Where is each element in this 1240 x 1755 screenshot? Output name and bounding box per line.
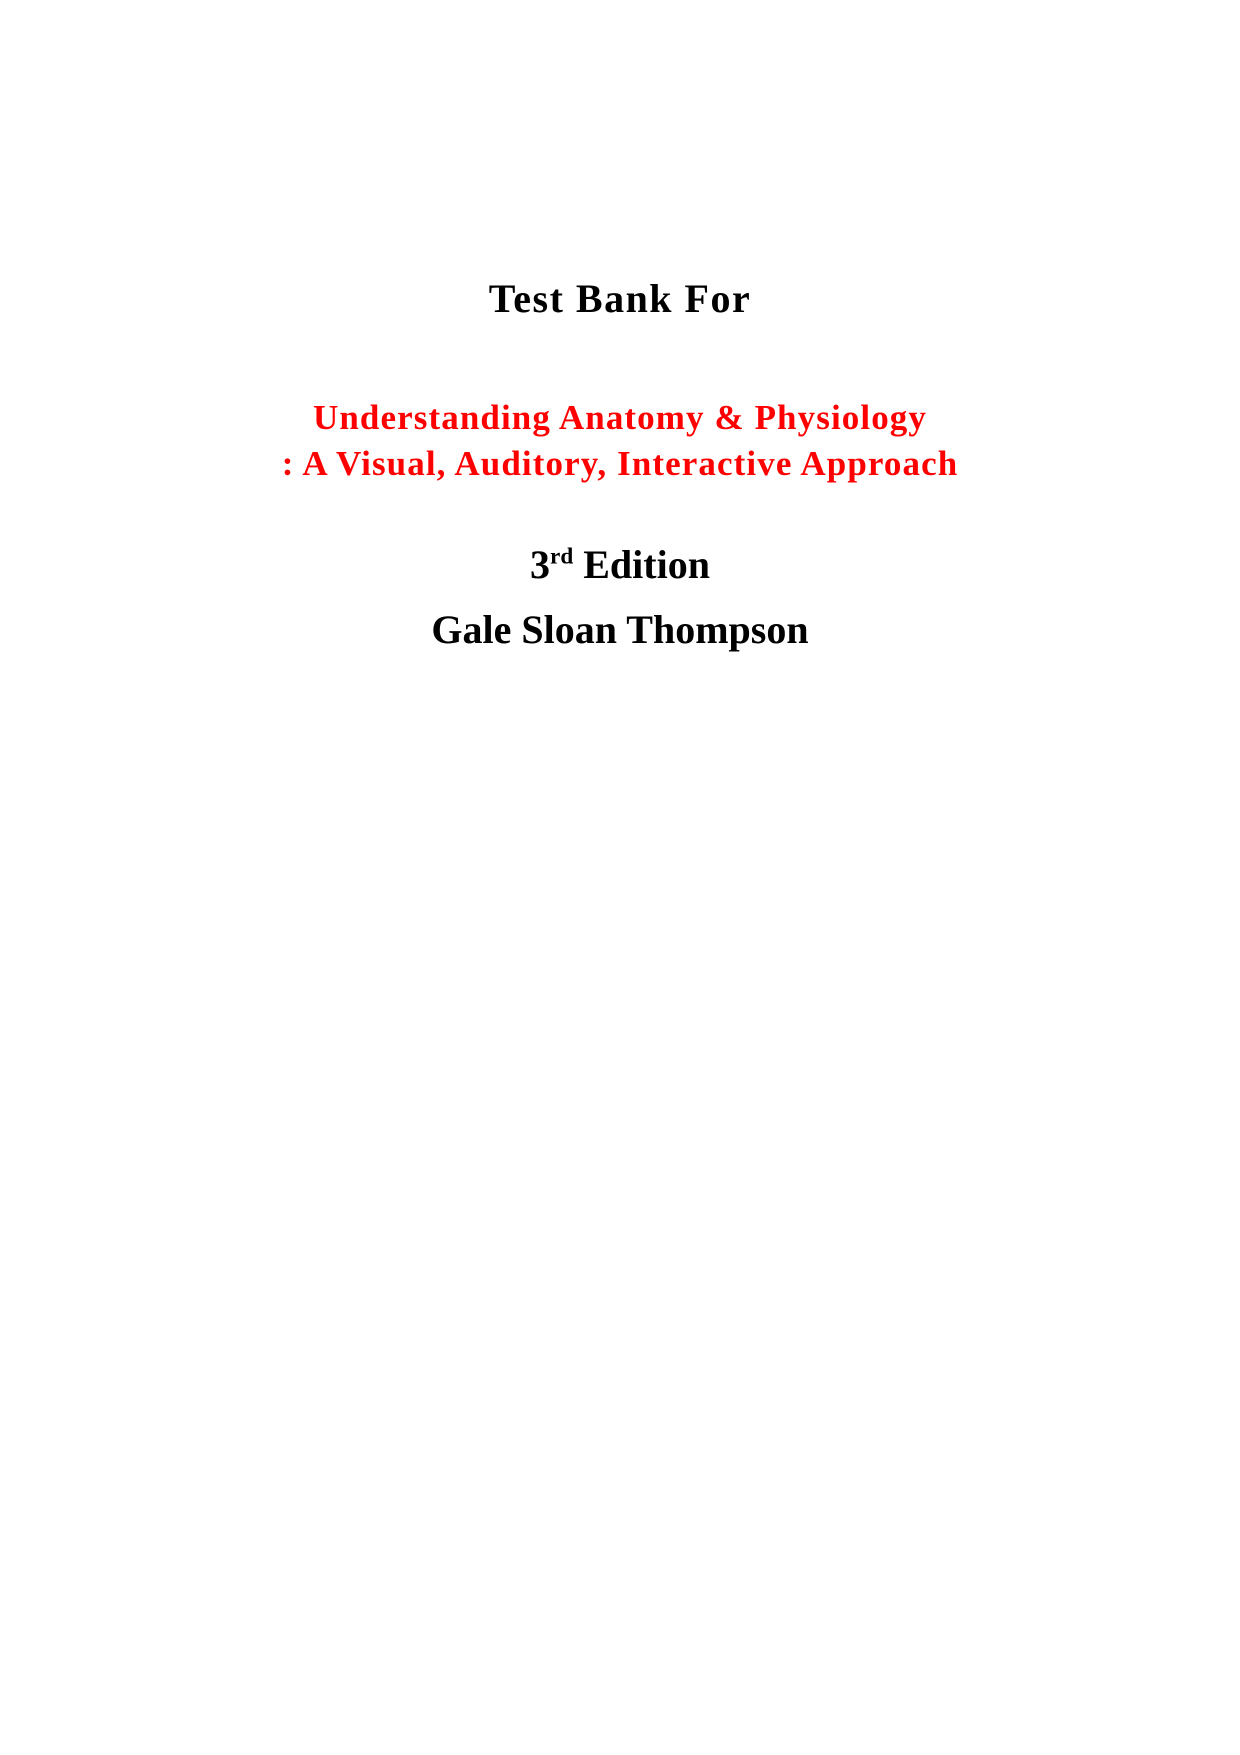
edition-number: 3 <box>530 542 551 587</box>
edition-line <box>0 540 1240 590</box>
edition-ordinal-suffix: rd <box>550 543 574 570</box>
title-block <box>0 275 1240 323</box>
page-title: Test Bank For <box>488 276 752 321</box>
author-name: Gale Sloan Thompson <box>431 607 809 652</box>
subtitle-line-1: Understanding Anatomy & Physiology <box>312 398 927 437</box>
edition-word: Edition <box>583 542 710 587</box>
edition-block <box>0 540 1240 590</box>
subtitle-block <box>0 395 1240 487</box>
subtitle-line-2: : A Visual, Auditory, Interactive Approach <box>281 444 959 484</box>
author-block <box>0 605 1240 655</box>
